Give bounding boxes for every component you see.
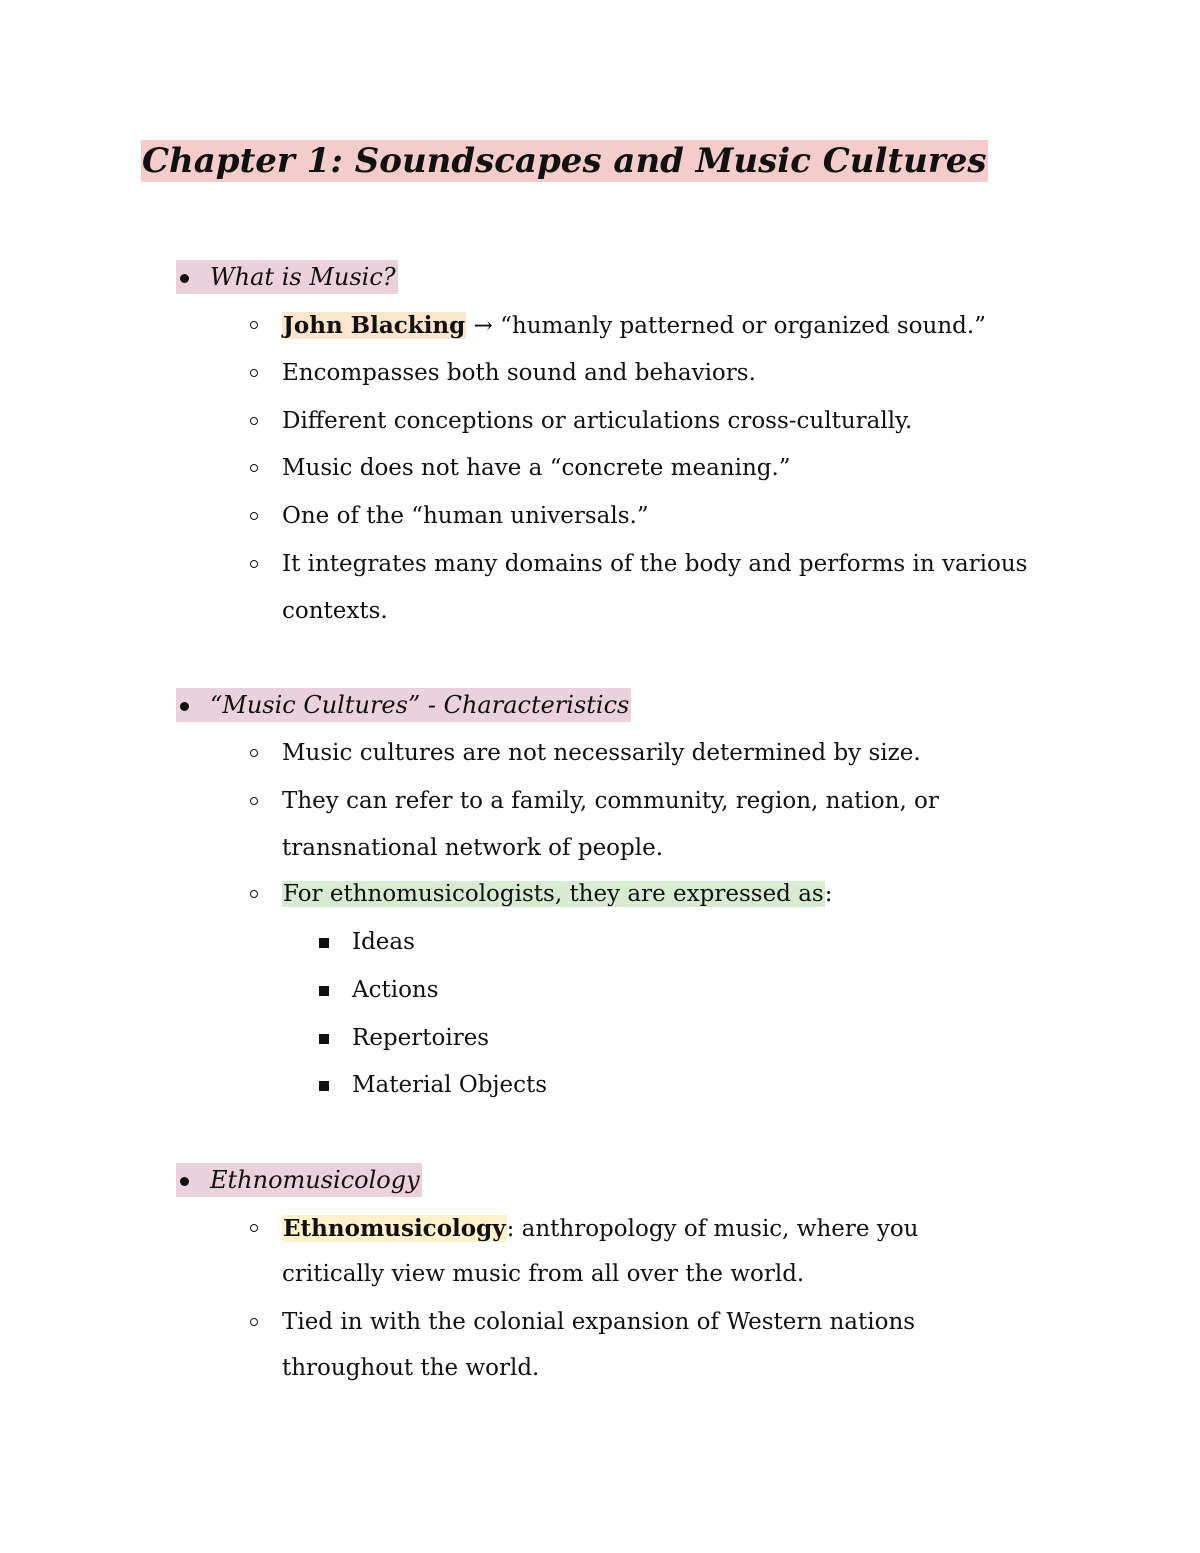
list-item-text: throughout the world. [282,1355,540,1381]
list-item-text: One of the “human universals.” [282,503,649,529]
list-item-text: contexts. [282,598,388,624]
list-item [282,871,832,918]
hollow-bullet-icon [250,512,258,520]
list-item-text: Encompasses both sound and behaviors. [282,360,756,386]
bullet-dot-icon [180,1177,189,1186]
sub-list-item-text: Actions [352,977,439,1003]
list-item-text: Different conceptions or articulations cross-culturally. [282,408,913,434]
list-item [282,350,756,397]
sub-list-item [352,919,415,966]
list-item-continuation [282,1251,804,1298]
hollow-bullet-icon [250,1318,258,1326]
list-item-text: Music does not have a “concrete meaning.” [282,455,791,481]
sub-list-item [352,1062,547,1109]
sub-list-item [352,1015,489,1062]
list-item [282,445,791,492]
square-bullet-icon [319,1081,329,1091]
sub-list-item-text: Repertoires [352,1025,490,1051]
hollow-bullet-icon [250,560,258,568]
list-item-continuation [282,825,663,872]
list-item-text: : [824,881,833,907]
list-item-text: Tied in with the colonial expansion of Western nations [282,1309,916,1335]
hollow-bullet-icon [250,321,258,329]
list-item [282,302,986,350]
list-item [282,398,912,445]
section-heading-text: “Music Cultures” - Characteristics [210,691,630,719]
list-item-text: : anthropology of music, where you [506,1216,919,1242]
highlighted-name: John Blacking [283,312,466,339]
hollow-bullet-icon [250,749,258,757]
list-item [282,493,649,540]
section-heading-text: What is Music? [210,263,396,291]
list-item-text: It integrates many domains of the body and performs in various [282,551,1028,577]
list-item-continuation [282,1345,539,1392]
hollow-bullet-icon [250,1224,258,1232]
list-item-continuation [282,588,388,635]
list-item-text: critically view music from all over the world. [282,1261,805,1287]
square-bullet-icon [319,986,329,996]
sub-list-item-text: Ideas [352,929,415,955]
section-heading-what-is-music [176,260,398,294]
bullet-dot-icon [180,274,189,283]
list-item [282,778,939,825]
bullet-dot-icon [180,702,189,711]
list-item-text: They can refer to a family, community, region, nation, or [282,788,939,814]
hollow-bullet-icon [250,890,258,898]
list-item [282,541,1028,588]
section-heading-ethnomusicology [176,1163,422,1197]
sub-list-item [352,967,439,1014]
list-item [282,730,921,777]
square-bullet-icon [319,1034,329,1044]
section-heading-text: Ethnomusicology [210,1166,420,1194]
highlighted-phrase: For ethnomusicologists, they are expressed as [283,881,824,907]
list-item-text: transnational network of people. [282,835,664,861]
list-item [282,1299,915,1346]
chapter-title: Chapter 1: Soundscapes and Music Cultures [142,141,987,181]
sub-list-item-text: Material Objects [352,1072,548,1098]
list-item [282,1205,919,1253]
hollow-bullet-icon [250,417,258,425]
hollow-bullet-icon [250,797,258,805]
highlighted-term: Ethnomusicology [283,1215,506,1242]
square-bullet-icon [319,938,329,948]
hollow-bullet-icon [250,464,258,472]
list-item-text: → “humanly patterned or organized sound.” [466,313,986,339]
list-item-text: Music cultures are not necessarily determined by size. [282,740,921,766]
section-heading-music-cultures [176,688,631,722]
hollow-bullet-icon [250,369,258,377]
